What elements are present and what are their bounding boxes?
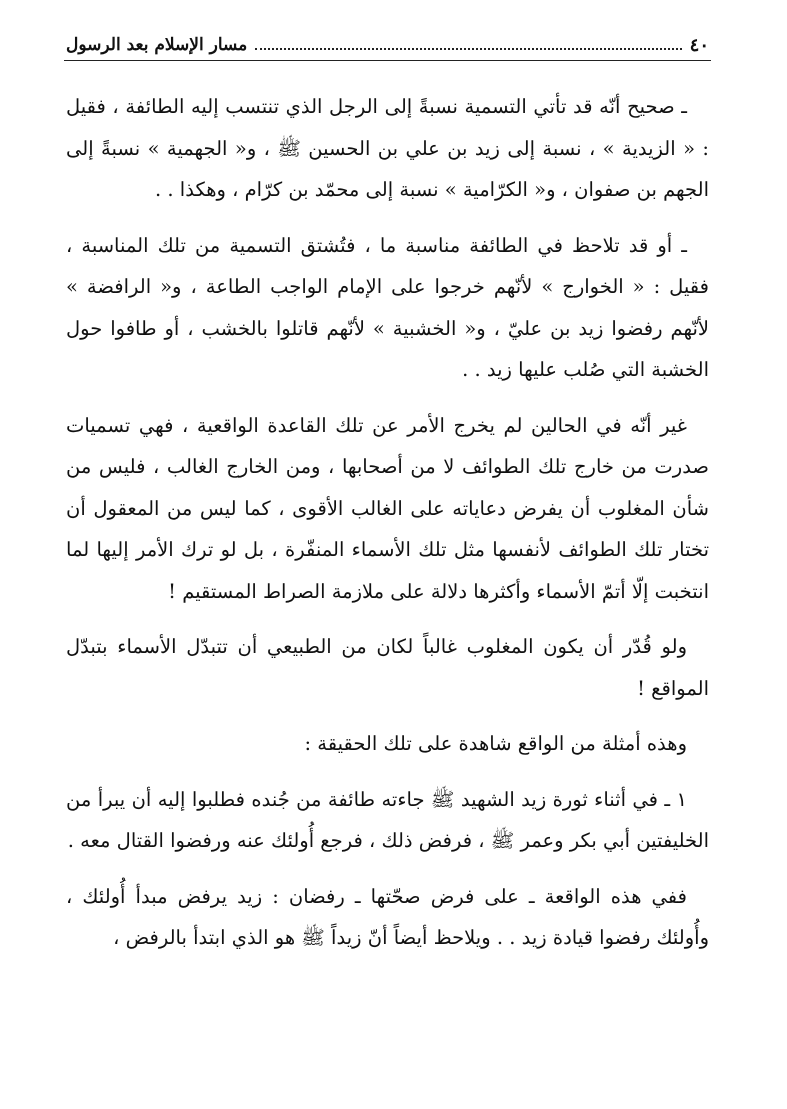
paragraph: ـ صحيح أنّه قد تأتي التسمية نسبةً إلى الرجل الذي تنتسب إليه الطائفة ، فقيل : « الزيدية » ، نسبة إلى زيد بن علي بن الحسين ﷺ ، و« الجهمية » نسبةً إلى الجهم بن صفوان ، و« الكرّامية » نسبة إلى محمّد بن كرّام ، وهكذا . . (66, 95, 709, 201)
paragraph: وهذه أمثلة من الواقع شاهدة على تلك الحقيقة : (304, 732, 687, 755)
paragraph: ففي هذه الواقعة ـ على فرض صحّتها ـ رفضان : زيد يرفض مبدأ أُولئك ، وأُولئك رفضوا قيادة زيد . . ويلاحظ أيضاً أنّ زيداً ﷺ هو الذي ابتدأ بالرفض ، (66, 884, 709, 949)
body-text (66, 86, 709, 973)
paragraph: ولو قُدّر أن يكون المغلوب غالباً لكان من الطبيعي أن تتبدّل الأسماء بتبدّل المواقع ! (66, 635, 709, 700)
running-title: مسار الإسلام بعد الرسول (66, 35, 248, 55)
header-rule (64, 60, 711, 61)
page-header (66, 30, 709, 60)
paragraph: ١ ـ في أثناء ثورة زيد الشهيد ﷺ جاءته طائفة من جُنده فطلبوا إليه أن يبرأ من الخليفتين أبي بكر وعمر ﷺ ، فرفض ذلك ، فرجع أُولئك عنه ورفضوا القتال معه . (66, 787, 709, 852)
page-number: ٤٠ (689, 34, 709, 56)
header-leader-dots (255, 48, 681, 50)
paragraph: ـ أو قد تلاحظ في الطائفة مناسبة ما ، فتُشتق التسمية من تلك المناسبة ، فقيل : « الخوارج » لأنّهم خرجوا على الإمام الواجب الطاعة ، و« الرافضة » لأنّهم رفضوا زيد بن عليّ ، و« الخشبية » لأنّهم قاتلوا بالخشب ، أو طافوا حول الخشبة التي صُلب عليها زيد . . (66, 233, 709, 381)
paragraph: غير أنّه في الحالين لم يخرج الأمر عن تلك القاعدة الواقعية ، فهي تسميات صدرت من خارج تلك الطوائف لا من أصحابها ، ومن الخارج الغالب ، فليس من شأن المغلوب أن يفرض دعاياته على الغالب الأقوى ، كما ليس من المعقول أن تختار تلك الطوائف لأنفسها مثل تلك الأسماء المنفّرة ، بل لو ترك الأمر إليها لما انتخبت إلّا أتمّ الأسماء وأكثرها دلالة على ملازمة الصراط المستقيم ! (66, 413, 709, 603)
